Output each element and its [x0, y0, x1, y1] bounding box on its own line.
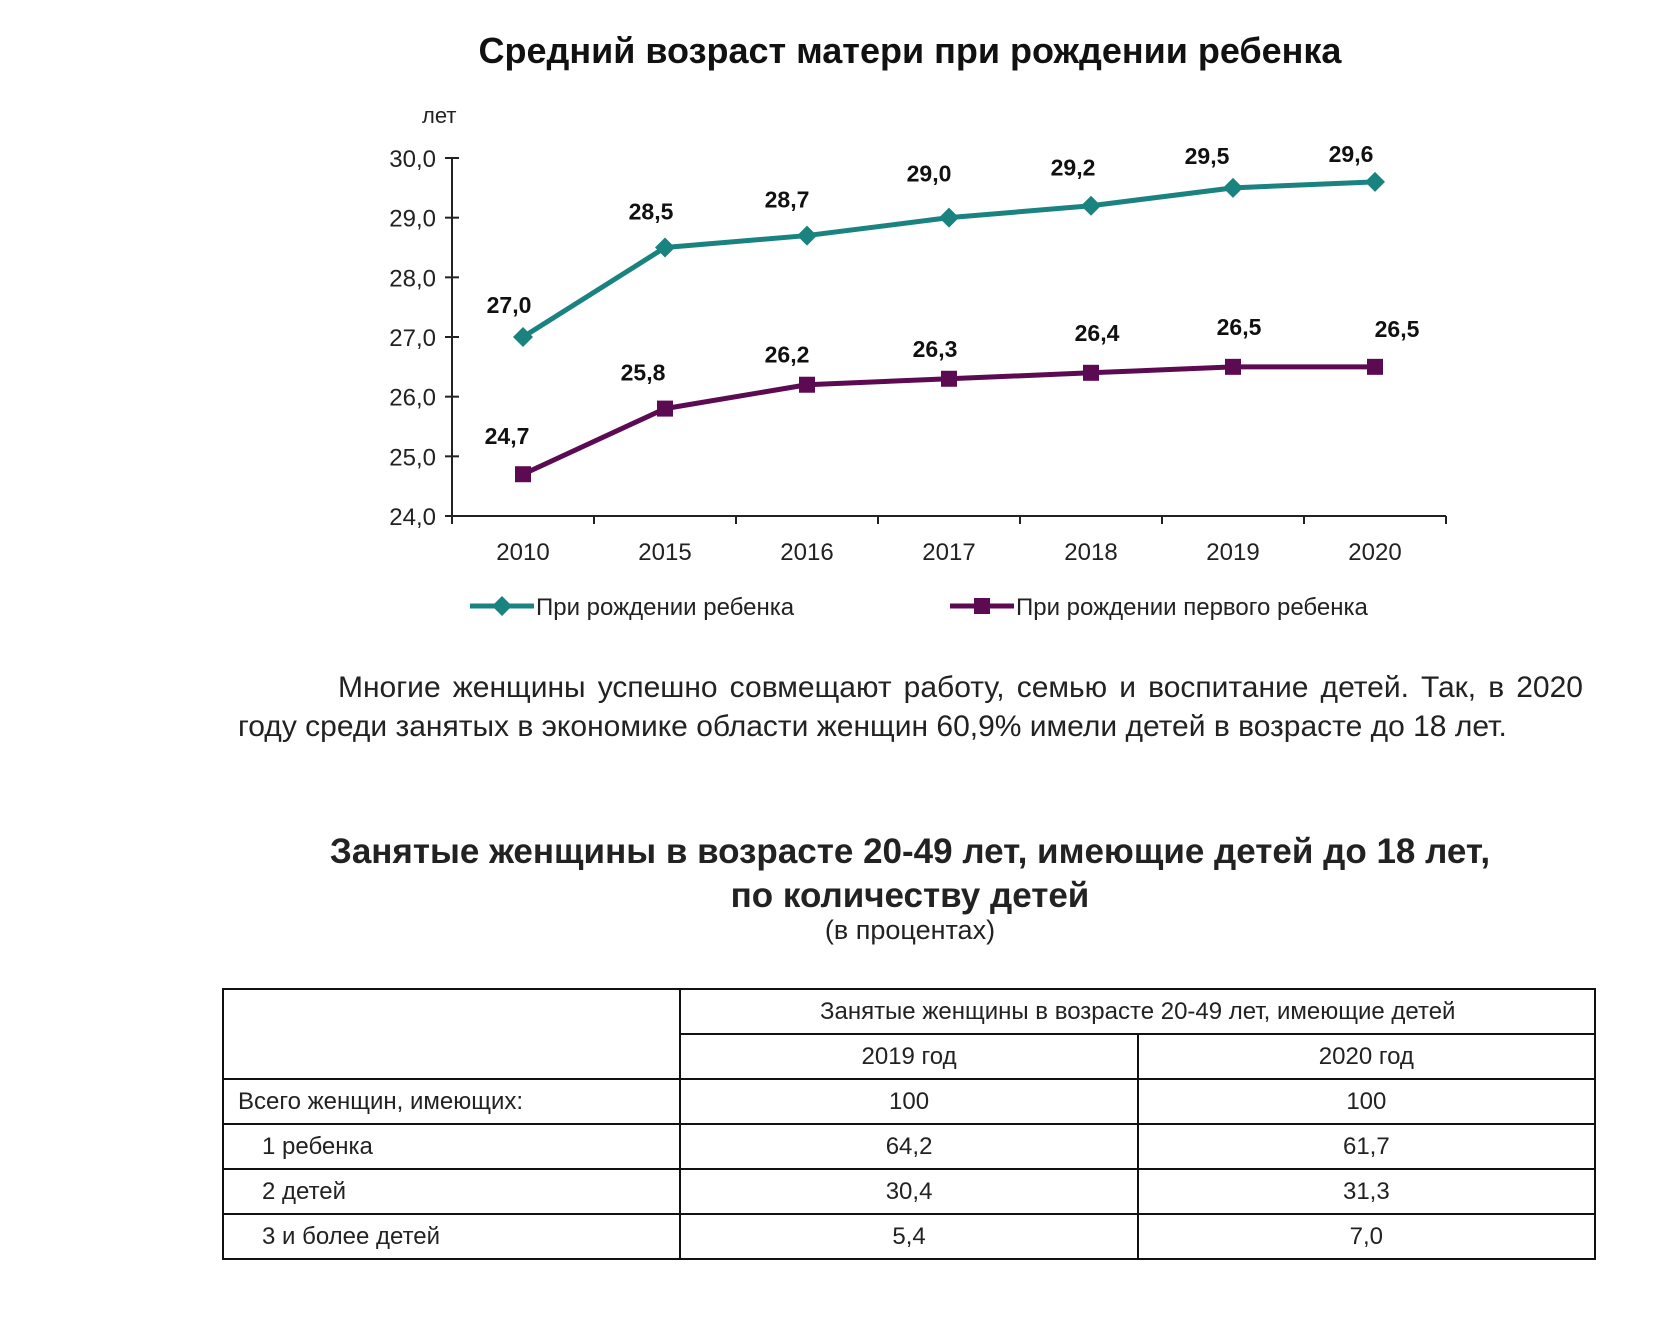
cell-2019: 64,2 — [680, 1124, 1137, 1169]
x-tick-label: 2015 — [638, 539, 692, 566]
cell-2020: 31,3 — [1138, 1169, 1595, 1214]
data-point — [939, 208, 959, 228]
data-label: 26,4 — [1074, 319, 1120, 346]
data-point — [1083, 365, 1099, 381]
x-tick-label: 2016 — [780, 539, 834, 566]
row-label: 3 и более детей — [223, 1214, 680, 1259]
y-tick-label: 29,0 — [389, 205, 436, 233]
data-label: 28,7 — [764, 186, 810, 213]
data-point — [941, 371, 957, 387]
data-label: 28,5 — [628, 198, 674, 225]
y-tick-label: 26,0 — [389, 384, 436, 412]
data-point — [1225, 359, 1241, 375]
data-point — [657, 401, 673, 417]
y-tick-label: 30,0 — [389, 146, 436, 173]
cell-2020: 61,7 — [1138, 1124, 1595, 1169]
cell-2020: 7,0 — [1138, 1214, 1595, 1259]
table-row — [223, 1169, 1595, 1214]
table-row — [223, 1214, 1595, 1259]
table-row — [223, 1079, 1595, 1124]
body-paragraph — [238, 668, 1583, 746]
data-label: 26,3 — [912, 335, 958, 362]
x-tick-label: 2020 — [1348, 539, 1402, 566]
data-label: 26,2 — [764, 341, 810, 368]
chart-title: Средний возраст матери при рождении ребенка — [478, 30, 1342, 71]
data-point — [1223, 178, 1243, 198]
x-tick-label: 2018 — [1064, 539, 1118, 566]
table-title-line2: по количеству детей — [730, 876, 1090, 915]
y-tick-label: 25,0 — [389, 444, 436, 472]
data-point — [1081, 196, 1101, 216]
data-label: 29,6 — [1328, 140, 1374, 167]
row-label: Всего женщин, имеющих: — [223, 1079, 680, 1124]
data-label: 25,8 — [620, 359, 666, 386]
table-header-row — [223, 989, 1595, 1034]
cell-2020: 100 — [1138, 1079, 1595, 1124]
data-point — [797, 226, 817, 246]
legend-marker — [974, 598, 990, 614]
x-tick-label: 2010 — [496, 539, 550, 566]
paragraph-text: Многие женщины успешно совмещают работу, семью и воспитание детей. Так, в 2020 году среди занятых в экономике области женщин 60,9% имели детей в возрасте до 18 лет. — [238, 671, 1583, 743]
data-label: 29,2 — [1050, 154, 1096, 181]
y-tick-label: 27,0 — [389, 325, 436, 352]
data-point — [1367, 359, 1383, 375]
x-tick-label: 2019 — [1206, 539, 1260, 566]
legend-marker — [492, 596, 512, 616]
table-row — [223, 1124, 1595, 1169]
data-label: 26,5 — [1374, 315, 1420, 342]
data-point — [1365, 172, 1385, 192]
table-group-header: Занятые женщины в возрасте 20-49 лет, имеющие детей — [680, 989, 1595, 1034]
line-chart — [0, 0, 1654, 640]
legend-label: При рождении ребенка — [536, 594, 795, 621]
data-label: 26,5 — [1216, 313, 1262, 340]
data-point — [515, 466, 531, 482]
data-table — [222, 988, 1596, 1260]
table-title — [0, 830, 1654, 918]
y-tick-label: 24,0 — [389, 504, 436, 531]
row-label: 2 детей — [223, 1169, 680, 1214]
x-tick-label: 2017 — [922, 539, 976, 566]
column-header-2019: 2019 год — [680, 1034, 1137, 1079]
data-point — [799, 377, 815, 393]
data-label: 27,0 — [486, 292, 532, 318]
y-axis-label: лет — [422, 103, 457, 128]
cell-2019: 30,4 — [680, 1169, 1137, 1214]
table-corner-cell — [223, 989, 680, 1079]
data-label: 24,7 — [484, 423, 530, 450]
table-subtitle: (в процентах) — [824, 915, 996, 945]
column-header-2020: 2020 год — [1138, 1034, 1595, 1079]
data-label: 29,0 — [906, 160, 952, 187]
data-label: 29,5 — [1184, 142, 1230, 169]
legend-label: При рождении первого ребенка — [1016, 594, 1368, 621]
cell-2019: 100 — [680, 1079, 1137, 1124]
cell-2019: 5,4 — [680, 1214, 1137, 1259]
row-label: 1 ребенка — [223, 1124, 680, 1169]
y-tick-label: 28,0 — [389, 265, 436, 293]
table-title-line1: Занятые женщины в возрасте 20-49 лет, имеющие детей до 18 лет, — [329, 832, 1491, 871]
